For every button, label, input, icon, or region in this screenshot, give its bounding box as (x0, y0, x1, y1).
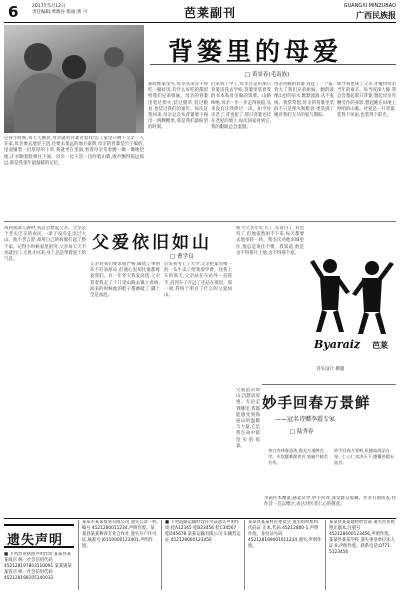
artwork-label-cn: 芭莱 (372, 340, 388, 350)
story1-text-col-b: 后来我上学了,母亲还是用那只背篓送我去学校,背篓里装着我的书本和母亲做的饭菜。山路崎岖,母亲一步一步走得很稳,从来没有让我摔过一次。如今母亲老了,背也驼了,那只背篓还挂在老屋的墙上,每次回家看到它,我的眼眶总会湿润。 (211, 82, 271, 131)
header-meta (32, 4, 87, 16)
story2-text-col-c: 后来我考上了大学,父亲把家里唯一的一头牛卖了给我凑学费。送我上车的那天,父亲站在车站外一直挥手,直到车子开远了还站在那里。那一刻,我终于明白了什么叫父爱如山。 (164, 262, 232, 299)
section-divider (4, 221, 396, 222)
artwork-label: Byaraiz (314, 338, 361, 351)
story1-text-col-a: 那时候家里穷,母亲从来舍不得吃一顿好饭,有什么好吃的都留给我们兄弟姐妹。母亲的背篓里装过柴火,装过猪草,装过粮食,也装过我们的童年。每次赶集回来,母亲总会从背篓底下掏出一两颗糖果,那是我们最盼望的时刻。 (148, 82, 208, 131)
story2-text-col-b: 父亲对我们要求很严格,做错了事情从不轻易原谅,但他心里却比谁都疼爱我们。有一年冬天我发高烧,父亲背着我走了十几里山路去镇上看病,回来的时候他的鞋子都磨破了,脚上全是血泡。 (90, 262, 160, 299)
story1-text-photo: 记得小时候,每天天刚亮,母亲就用背篓背着我出门,家里只剩下父亲一人在家,母亲要去地里干活,还要去很远的地方砍柴,母亲的背篓是竹子编的,里面铺着一层厚厚的干草,我就坐在里面,看着母亲弯着腰一锄一锄地挖地,汗水顺着脸颊往下淌。母亲一边干活一边哼着山歌,歌声飘得很远很远,那是我童年最温暖的记忆。 (4, 136, 144, 166)
artwork-caption: 刊头设计 柳蕙 (316, 367, 345, 372)
poem-block (268, 448, 396, 494)
title-rule (150, 64, 396, 65)
story-photo (4, 25, 144, 133)
paper-name: 广西民族报 (356, 10, 396, 20)
story2-text-col-e: 父爱依旧如山,沉默而厚重。无论走到哪里,我都能感受到那座山的温暖与力量,它是我生命中最坚实的依靠。 (236, 388, 260, 449)
editor-line: 责任编辑:黄源谷 版面:黄 可 (32, 10, 88, 15)
notice-separator (325, 520, 326, 590)
story1-byline: □ 黄景春(毛南族) (245, 72, 290, 78)
notice-separator (78, 520, 79, 590)
page-number: 6 (8, 3, 19, 21)
notices-heading (4, 524, 74, 548)
masthead-artwork (308, 252, 396, 360)
notice-col-1: ■ 下列营业执照声明作废:某某县某某商店 统一社会信用代码 452128197803110091 某某镇某某饭店 统一社会信用代码 452128198205140032 (4, 552, 72, 582)
story1-text-col-d: 如今我也成了父亲,才懂得母亲当年的艰辛。每当夜深人静,我总会想起那只背篓,想起母亲弯腰劳作的身影,想起她在田埂上哼唱的山歌。母爱是一只背篓,装得下风雨,也装得下阳光。 (337, 82, 396, 119)
story2-text-col-a: 每到夜深人静时,我总会想起父亲。父亲是个老实巴交的农民,一辈子没有走出过大山。他不善言辞,却用自己的肩膀扛起了整个家。记得小时候家里很穷,父亲每天天不亮就出门,天黑才回来,身上总是带着泥土的气息。 (4, 226, 86, 263)
story1-title: 背篓里的母爱 (168, 37, 343, 66)
story3-subtitle: ——冠名诗赠李霞专家 (275, 416, 336, 423)
paper-code: GUANGXI MINZUBAO (343, 3, 396, 9)
notice-col-2: 某某市某某贸易有限公司 遗失公章一枚,编号 4521280011234,声明作废。某某县某某种养专业合作社 遗失开户许可证,核准号 J6110000123401,声明作废。 (82, 520, 158, 550)
notices-title: 遗失声明 (7, 533, 64, 548)
notice-col-3: ■ 下列道路运输经营许可证遗失声明作废:桂A12345 桂B23456 桂C34567 桂D45678 某某运输有限公司 车辆营运证 452128000123456 (165, 520, 241, 544)
poem-left: 李白杏林春意浓,霞光万道映苍穹。专攻疑难除疾苦,家喻户晓美名传。 (268, 448, 328, 465)
poem-right: 妙手回春万景鲜,医德高尚品自坚。仁心仁术济天下,德馨业精永流芳。 (334, 448, 394, 465)
notice-col-4: 某某县某某村民委员会 遗失组织机构代码证 正本,代码 45212800-1,声明作废。身份证号码 452128199001011234 遗失,声明作废。 (248, 520, 322, 550)
masthead (344, 3, 396, 21)
story3-byline: □ 陆秀春 (290, 429, 314, 435)
notice-separator (161, 520, 162, 590)
story2-text-col-d: 如今父亲年纪大了,头发白了,背也弯了,但他依然闲不下来,每天都要去地里转一转。我多次劝他来城里住,他总是说住不惯。我知道,他是舍不得那片土地,舍不得那个家。 (236, 226, 304, 256)
ads-divider (4, 518, 396, 519)
story2-title: 父爱依旧如山 (92, 233, 212, 253)
story1-text-col-c: 母亲用她的背篓,背起了一个家,背大了我们兄弟姐妹。她的爱像山里的泉水,默默流淌,从不张扬。我常常想,母亲的背篓里装的不只是柴火和粮食,更装满了她对我们无尽的爱与期盼。 (274, 82, 334, 119)
story2-byline: □ 曹学良 (170, 254, 194, 260)
box-divider (262, 384, 396, 385)
issue-date: 2017年5月12日 (32, 4, 66, 9)
story3-text: 李霞医术精湛,悬壶济世,妙手回春,深受群众爱戴。作者有感而发,特作诗一首以赠之,表达对医者仁心的敬意。 (264, 496, 396, 508)
section-title: 芭莱副刊 (184, 6, 237, 20)
story3-title: 妙手回春万景鲜 (262, 395, 371, 412)
notice-col-5: 某某县某某建材经营部 遗失营业执照正副本,注册号 452128600123456,声明作废。某某县某某学校 遗失事业单位法人证书,声明作废。联系电话:0771-5123456 (329, 520, 395, 556)
notice-separator (244, 520, 245, 590)
page-header (4, 3, 396, 23)
